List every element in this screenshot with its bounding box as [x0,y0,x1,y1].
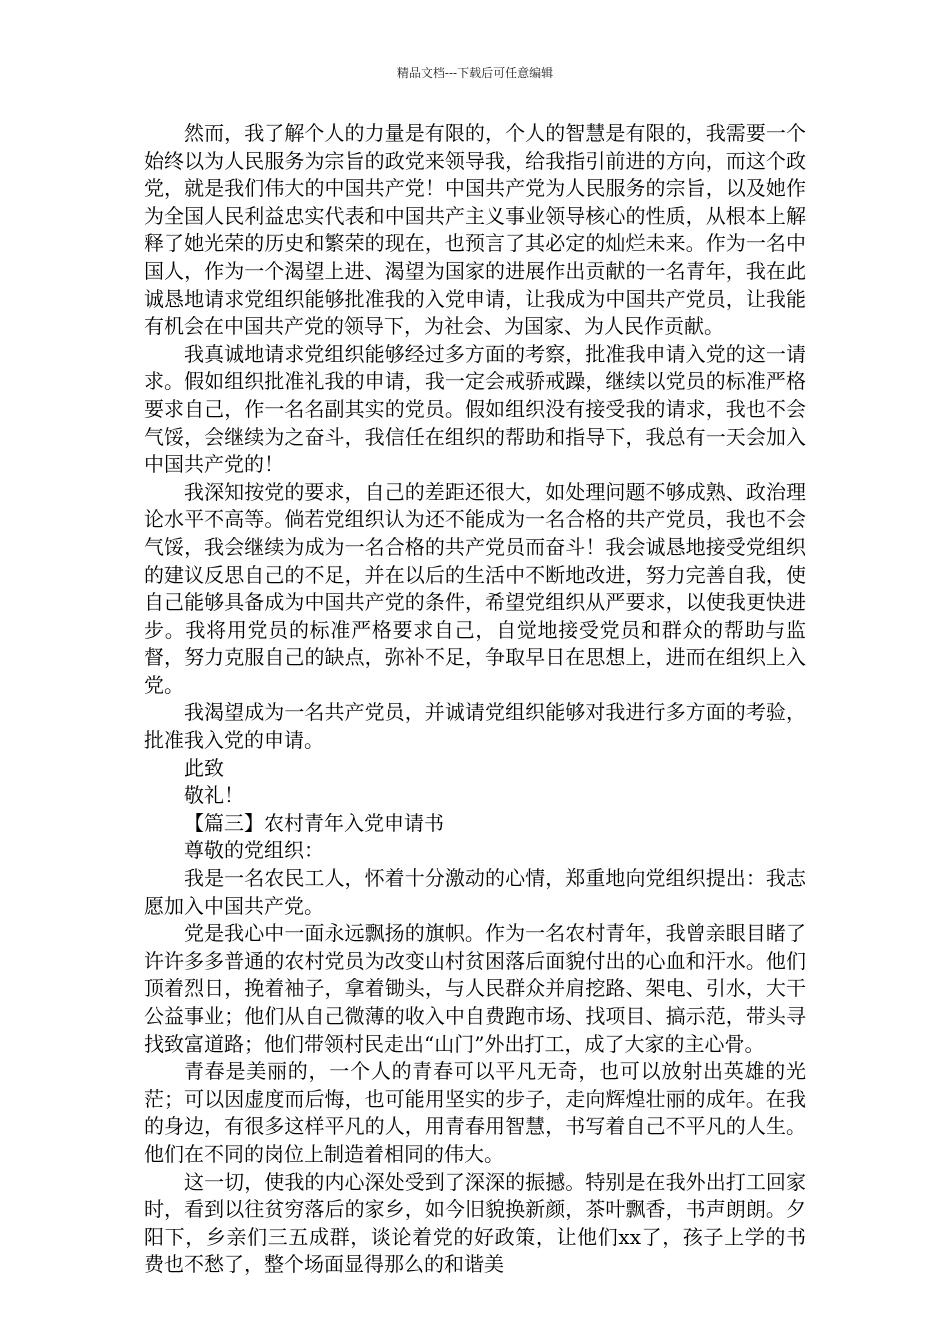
paragraph: 我深知按党的要求，自己的差距还很大，如处理问题不够成熟、政治理论水平不高等。倘若党组织认为还不能成为一名合格的共产党员，我也不会气馁，我会继续为成为一名合格的共产党员而奋斗！我会诚恳地接受党组织的建议反思自己的不足，并在以后的生活中不断地改进，努力完善自我，使自己能够具备成为中国共产党的条件，希望党组织从严要求，以使我更快进步。我将用党员的标准严格要求自己，自觉地接受党员和群众的帮助与监督，努力克服自己的缺点，弥补不足，争取早日在思想上，进而在组织上入党。 [144,479,806,697]
paragraph: 我渴望成为一名共产党员，并诚请党组织能够对我进行多方面的考验，批准我入党的申请。 [144,700,806,753]
closing-line: 敬礼！ [184,783,244,808]
document-body [144,120,806,1279]
closing-line: 此致 [184,755,224,780]
paragraph: 我是一名农民工人，怀着十分激动的心情，郑重地向党组织提出：我志愿加入中国共产党。 [144,866,806,918]
salutation: 尊敬的党组织： [184,838,324,863]
paragraph: 我真诚地请求党组织能够经过多方面的考察，批准我申请入党的这一请求。假如组织批准礼我的申请，我一定会戒骄戒躁，继续以党员的标准严格要求自己，作一名名副其实的党员。假如组织没有接受我的请求，我也不会气馁，会继续为之奋斗，我信任在组织的帮助和指导下，我总有一天会加入中国共产党的！ [144,341,806,477]
paragraph: 然而，我了解个人的力量是有限的，个人的智慧是有限的，我需要一个始终以为人民服务为宗旨的政党来领导我，给我指引前进的方向，而这个政党，就是我们伟大的中国共产党！中国共产党为人民服务的宗旨，以及她作为全国人民利益忠实代表和中国共产主义事业领导核心的性质，从根本上解释了她光荣的历史和繁荣的现在，也预言了其必定的灿烂未来。作为一名中国人，作为一个渴望上进、渴望为国家的进展作出贡献的一名青年，我在此诚恳地请求党组织能够批准我的入党申请，让我成为中国共产党员，让我能有机会在中国共产党的领导下，为社会、为国家、为人民作贡献。 [144,121,806,339]
paragraph: 党是我心中一面永远飘扬的旗帜。作为一名农村青年，我曾亲眼目睹了许许多多普通的农村党员为改变山村贫困落后面貌付出的心血和汗水。他们顶着烈日，挽着袖子，拿着锄头，与人民群众并肩挖路、架电、引水，大干公益事业；他们从自己微薄的收入中自费跑市场、找项目、搞示范，带头寻找致富道路；他们带领村民走出“山门”外出打工，成了大家的主心骨。 [144,921,806,1056]
section-title: 【篇三】农村青年入党申请书 [184,810,444,835]
page-header: 精品文档---下载后可任意编辑 [396,66,554,80]
paragraph: 青春是美丽的，一个人的青春可以平凡无奇，也可以放射出英雄的光茫；可以因虚度而后悔，也可能用坚实的步子，走向辉煌壮丽的成年。在我的身边，有很多这样平凡的人，用青春用智慧，书写着自己不平凡的人生。他们在不同的岗位上制造着相同的伟大。 [144,1059,806,1166]
paragraph: 这一切，使我的内心深处受到了深深的振撼。特别是在我外出打工回家时，看到以往贫穷落后的家乡，如今旧貌换新颜，茶叶飘香，书声朗朗。夕阳下，乡亲们三五成群，谈论着党的好政策，让他们xx了，孩子上学的书费也不愁了，整个场面显得那么的和谐美 [144,1169,806,1277]
